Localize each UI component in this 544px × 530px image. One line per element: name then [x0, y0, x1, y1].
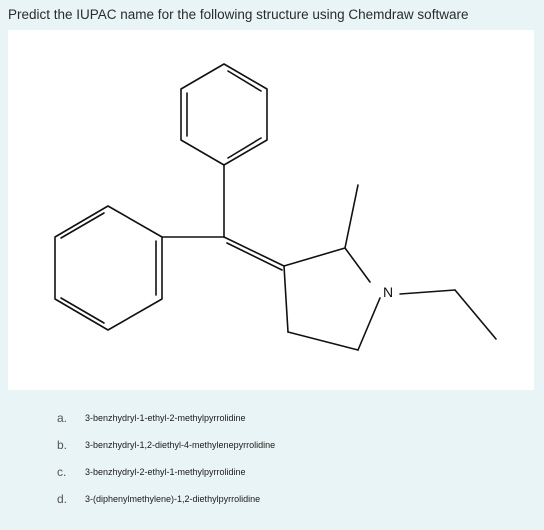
option-a[interactable]	[57, 404, 275, 431]
top-phenyl-double-bonds	[187, 71, 261, 158]
option-letter: a.	[57, 410, 68, 425]
option-label: 3-benzhydryl-2-ethyl-1-methylpyrrolidine	[85, 466, 246, 477]
pyrrolidine-ring-bond	[284, 266, 288, 332]
option-label: 3-(diphenylmethylene)-1,2-diethylpyrrolidine	[85, 493, 261, 504]
exocyclic-double-bond	[224, 237, 284, 266]
question-text: Predict the IUPAC name for the following structure using Chemdraw software	[8, 7, 469, 22]
option-letter: b.	[57, 437, 68, 452]
structure-image	[8, 30, 534, 390]
skeletal-structure-diagram	[8, 30, 534, 390]
option-c[interactable]	[57, 458, 275, 485]
top-phenyl-ring	[181, 64, 267, 165]
option-b[interactable]	[57, 431, 275, 458]
option-letter: c.	[57, 464, 67, 479]
option-d[interactable]	[57, 485, 275, 512]
option-letter: d.	[57, 491, 68, 506]
option-label: 3-benzhydryl-1,2-diethyl-4-methylenepyrrolidine	[85, 439, 276, 450]
n-ethyl-bond	[400, 290, 455, 294]
option-label: 3-benzhydryl-1-ethyl-2-methylpyrrolidine	[85, 412, 246, 423]
nitrogen-atom-label: N	[382, 284, 394, 300]
left-phenyl-ring	[55, 206, 162, 330]
c2-substituent-bond	[345, 185, 358, 248]
left-phenyl-double-bonds	[61, 213, 156, 323]
answer-options	[57, 404, 275, 512]
